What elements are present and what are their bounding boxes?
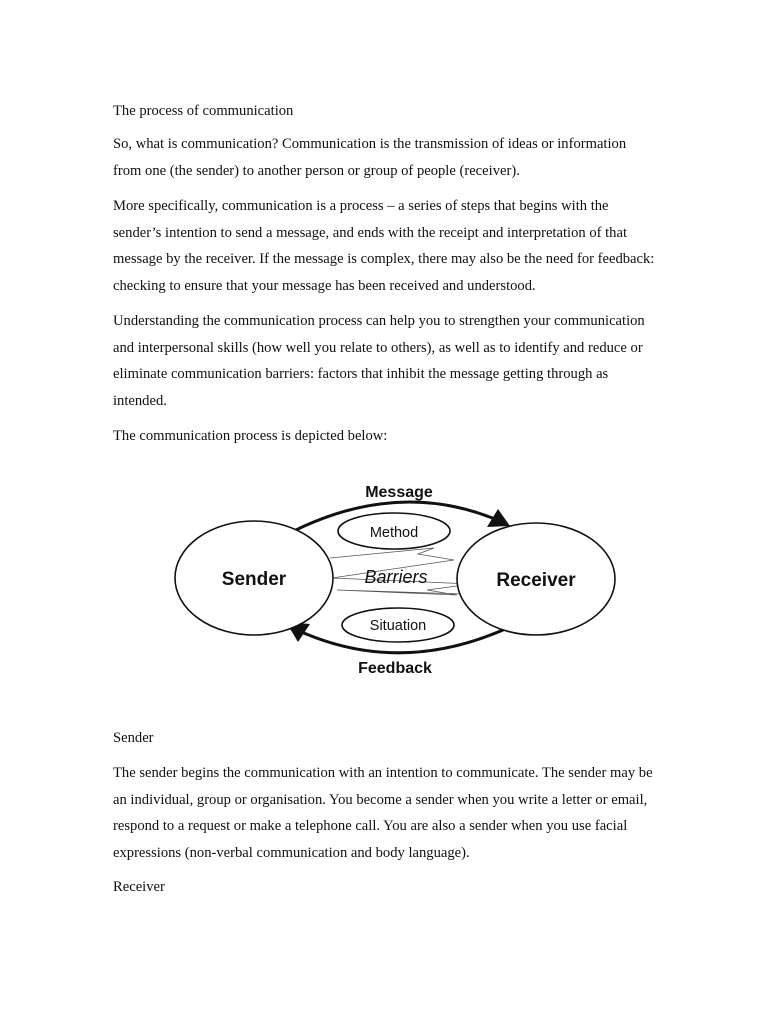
situation-node-label: Situation (369, 618, 427, 634)
section-heading-sender: Sender (113, 730, 154, 746)
paragraph-understanding: Understanding the communication process can help you to strengthen your communication and interpersonal skills (how well you relate to others), as well as to identify and reduce or eliminate communication barriers: factors that inhibit the message getting through as intended. (113, 313, 645, 409)
sender-node-label: Sender (221, 569, 287, 590)
paragraph-process: More specifically, communication is a process – a series of steps that begins with the sender’s intention to send a message, and ends with the receipt and interpretation of that message by the receiver. If the message is complex, there may also be the need for feedback: checking to ensure that your message has been received and understood. (113, 198, 655, 294)
document-title: The process of communication (113, 103, 294, 119)
paragraph-definition: So, what is communication? Communication is the transmission of ideas or information from one (the sender) to another person or group of people (receiver). (113, 136, 627, 179)
receiver-node-label: Receiver (496, 570, 576, 591)
section-heading-receiver: Receiver (113, 879, 165, 895)
method-node-label: Method (369, 525, 419, 541)
barriers-label: Barriers (364, 567, 428, 587)
communication-process-diagram (172, 478, 622, 683)
feedback-label: Feedback (358, 660, 432, 677)
paragraph-depicted: The communication process is depicted below: (113, 428, 388, 444)
paragraph-sender: The sender begins the communication with an intention to communicate. The sender may be an individual, group or organisation. You become a sender when you write a letter or email, respond to a request or make a telephone call. You are also a sender when you use facial expressions (non-verbal communication and body language). (113, 765, 653, 861)
message-label: Message (365, 484, 433, 501)
